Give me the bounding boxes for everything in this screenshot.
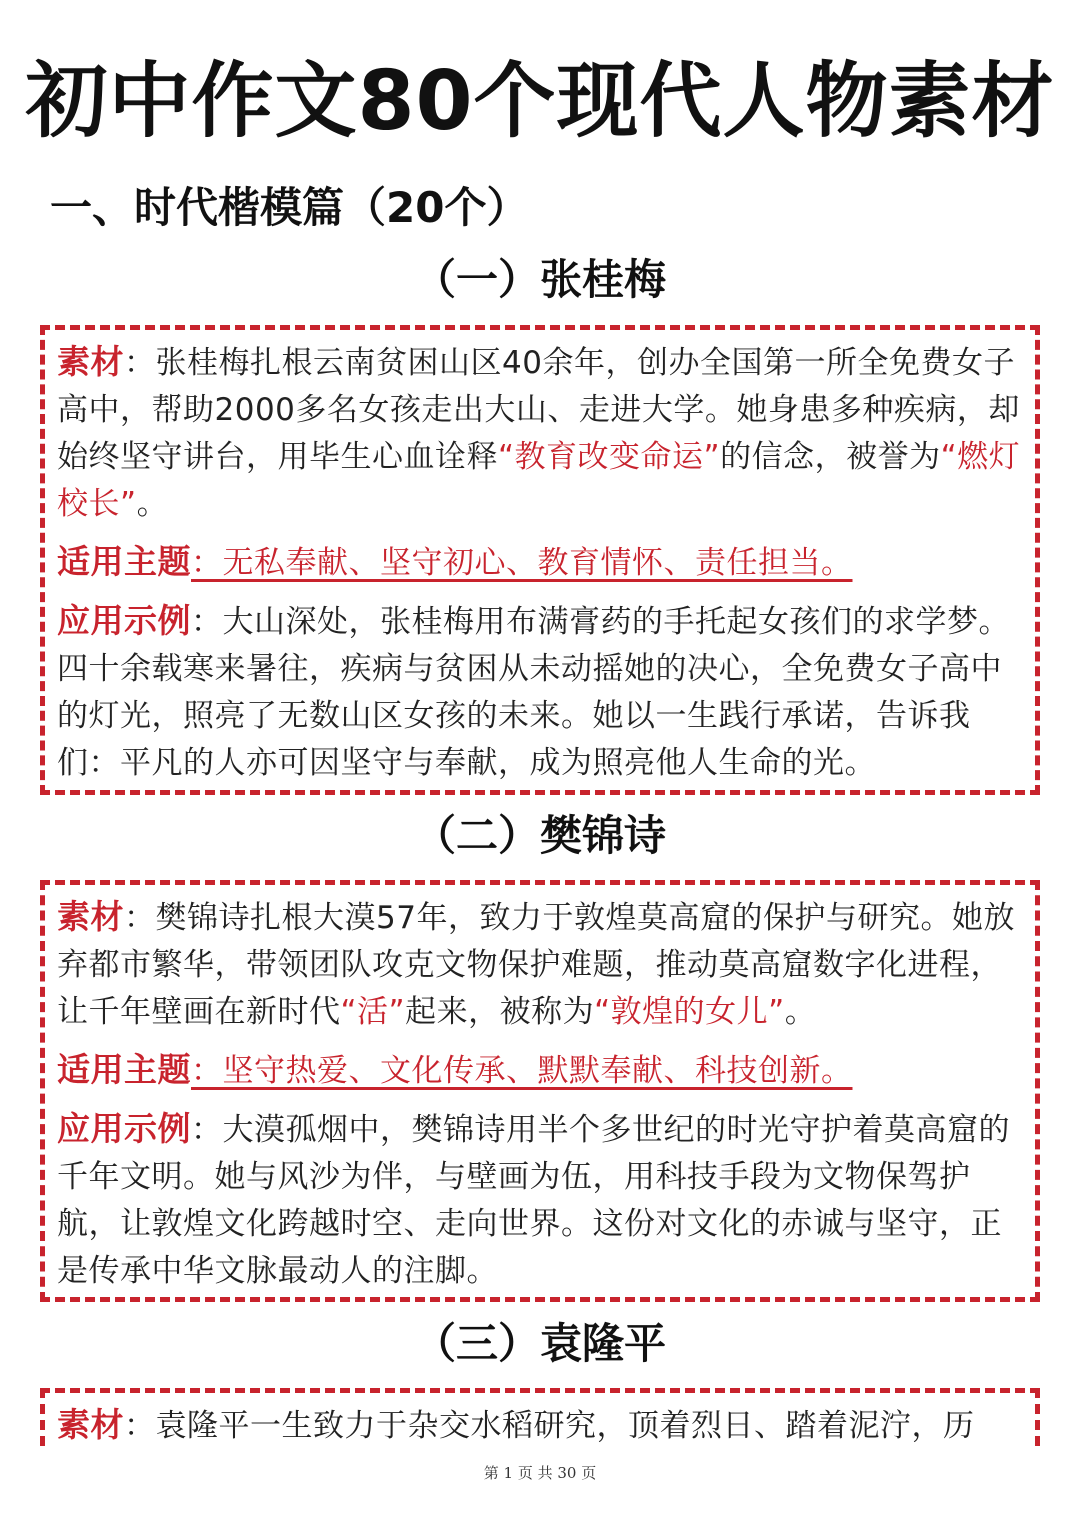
material-card-zhang-guimei	[40, 325, 1040, 795]
theme-label: 适用主题	[57, 1050, 191, 1089]
document-title: 初中作文80个现代人物素材	[25, 54, 1055, 149]
label-colon: ：	[191, 604, 223, 640]
person-heading-zhang-guimei: （一）张桂梅	[413, 255, 666, 304]
label-colon: ：	[191, 1112, 223, 1148]
material-paragraph	[57, 1401, 1023, 1446]
highlight-quote: “活”	[340, 994, 406, 1030]
material-paragraph	[57, 893, 1023, 1036]
label-colon: ：	[124, 1408, 156, 1444]
example-label: 应用示例	[57, 1109, 191, 1148]
theme-paragraph	[57, 538, 1023, 587]
material-text: 张桂梅扎根云南贫困山区40余年，创办全国第一所全免费女子高中，帮助2000多名女孩走出大山、走进大学。她身患多种疾病，却始终坚守讲台，用毕生心血诠释	[57, 345, 1020, 475]
example-label: 应用示例	[57, 601, 191, 640]
theme-text: 无私奉献、坚守初心、教育情怀、责任担当。	[222, 545, 853, 581]
highlight-quote: “教育改变命运”	[498, 439, 721, 475]
example-paragraph	[57, 597, 1023, 787]
person-heading-fan-jinshi: （二）樊锦诗	[413, 811, 666, 860]
material-text: 起来，被称为	[405, 994, 595, 1030]
label-colon: ：	[124, 345, 156, 381]
material-card-fan-jinshi	[40, 880, 1040, 1302]
label-colon: ：	[191, 545, 223, 581]
material-text: 袁隆平一生致力于杂交水稻研究，顶着烈日、踏着泥泞，历	[155, 1408, 975, 1444]
example-text: 大山深处，张桂梅用布满膏药的手托起女孩们的求学梦。四十余载寒来暑往，疾病与贫困从未动摇她的决心，全免费女子高中的灯光，照亮了无数山区女孩的未来。她以一生践行承诺，告诉我们：平凡的人亦可因坚守与奉献，成为照亮他人生命的光。	[57, 604, 1010, 781]
material-text: 。	[136, 486, 169, 522]
material-text: 樊锦诗扎根大漠57年，致力于敦煌莫高窟的保护与研究。她放弃都市繁华，带领团队攻克文物保护难题，推动莫高窟数字化进程，让千年壁画在新时代	[57, 900, 1015, 1030]
material-paragraph	[57, 338, 1023, 528]
highlight-quote: “敦煌的女儿”	[594, 994, 785, 1030]
example-paragraph	[57, 1105, 1023, 1295]
material-text: 。	[784, 994, 817, 1030]
label-colon: ：	[124, 900, 156, 936]
page-footer: 第 1 页 共 30 页	[483, 1464, 597, 1482]
section-heading: 一、时代楷模篇（20个）	[50, 183, 529, 232]
material-label: 素材	[57, 897, 124, 936]
theme-label: 适用主题	[57, 542, 191, 581]
theme-paragraph	[57, 1046, 1023, 1095]
material-card-yuan-longping	[40, 1388, 1040, 1446]
material-label: 素材	[57, 1405, 124, 1444]
material-label: 素材	[57, 342, 124, 381]
example-text: 大漠孤烟中，樊锦诗用半个多世纪的时光守护着莫高窟的千年文明。她与风沙为伴，与壁画为伍，用科技手段为文物保驾护航，让敦煌文化跨越时空、走向世界。这份对文化的赤诚与坚守，正是传承中华文脉最动人的注脚。	[57, 1112, 1010, 1289]
highlight-quote: “燃灯校长”	[57, 439, 1021, 522]
theme-text: 坚守热爱、文化传承、默默奉献、科技创新。	[222, 1053, 853, 1089]
material-text: 的信念，被誉为	[720, 439, 941, 475]
person-heading-yuan-longping: （三）袁隆平	[413, 1319, 666, 1368]
label-colon: ：	[191, 1053, 223, 1089]
